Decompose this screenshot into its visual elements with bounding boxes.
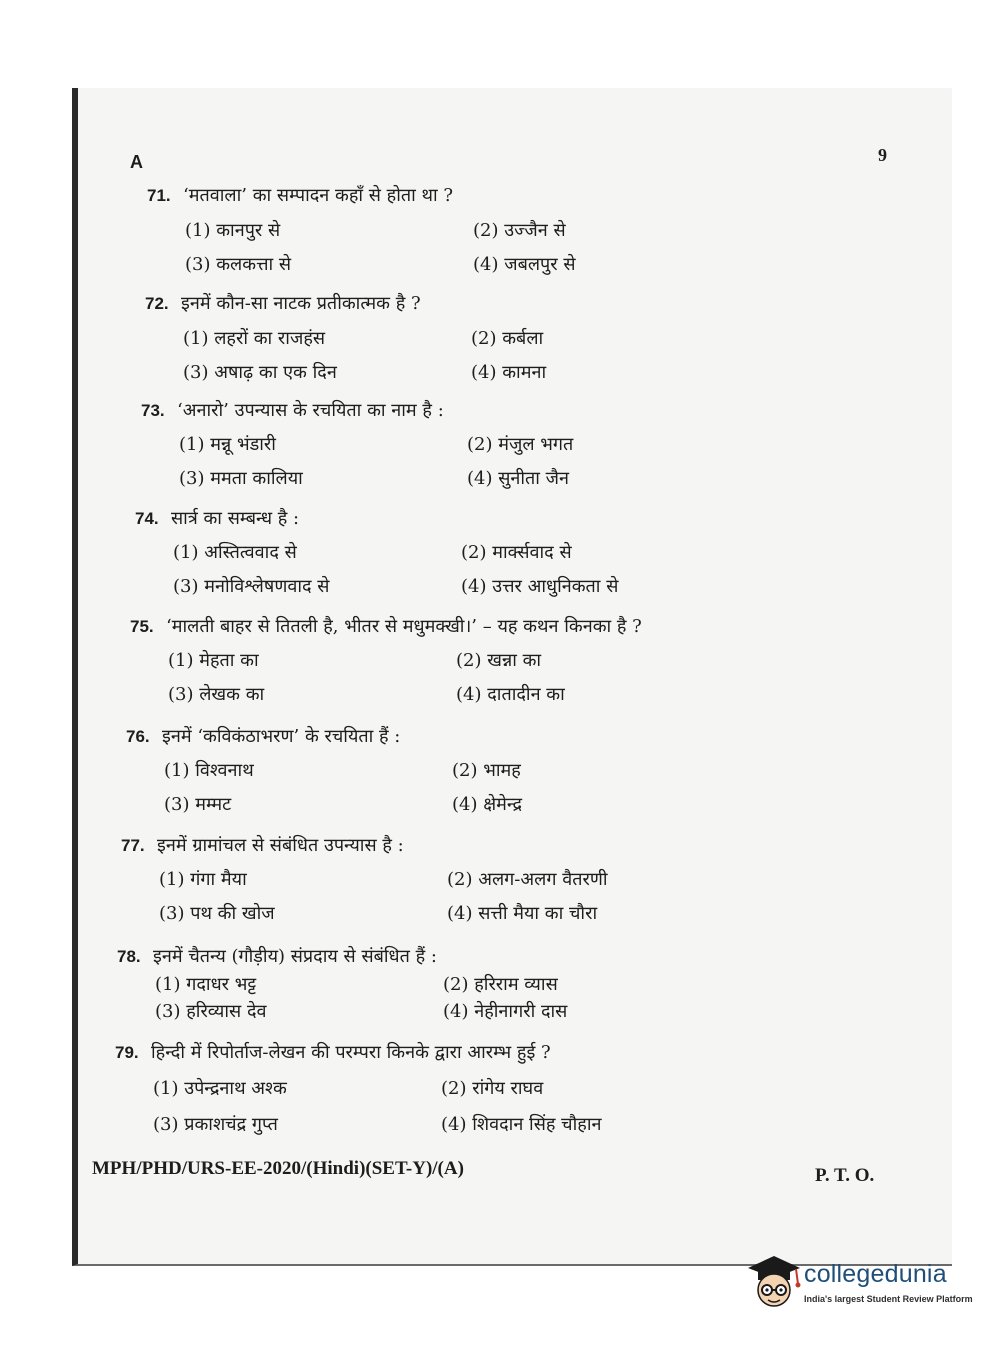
question-stem <box>141 399 841 423</box>
option-1: (1) लहरों का राजहंस <box>183 328 326 349</box>
question-stem <box>121 834 821 858</box>
question-79 <box>115 1041 875 1137</box>
option-3: (3) मनोविश्लेषणवाद से <box>173 576 330 597</box>
question-stem <box>115 1041 875 1065</box>
question-number: 74. <box>135 509 159 528</box>
option-2: (2) अलग-अलग वैतरणी <box>447 869 608 890</box>
page-number: 9 <box>878 145 887 165</box>
question-text: इनमें कौन-सा नाटक प्रतीकात्मक है ? <box>181 293 421 314</box>
question-number: 79. <box>115 1043 139 1062</box>
option-4: (4) जबलपुर से <box>473 254 576 275</box>
question-text: इनमें ग्रामांचल से संबंधित उपन्यास है : <box>157 835 404 856</box>
question-number: 76. <box>126 727 150 746</box>
question-stem <box>145 292 845 316</box>
pto-label: P. T. O. <box>815 1165 875 1186</box>
question-number: 73. <box>141 401 165 420</box>
option-2: (2) मंजुल भगत <box>467 434 574 455</box>
question-text: ‘अनारो’ उपन्यास के रचयिता का नाम है : <box>177 400 444 421</box>
option-1: (1) कानपुर से <box>185 220 281 241</box>
option-3: (3) प्रकाशचंद्र गुप्त <box>153 1114 278 1135</box>
option-2: (2) कर्बला <box>471 328 544 349</box>
question-text: ‘मतवाला’ का सम्पादन कहाँ से होता था ? <box>183 185 454 206</box>
question-72 <box>145 292 845 385</box>
question-number: 71. <box>147 186 171 205</box>
option-4: (4) शिवदान सिंह चौहान <box>441 1114 602 1135</box>
option-1: (1) गंगा मैया <box>159 869 247 890</box>
option-1: (1) मन्नू भंडारी <box>179 434 276 455</box>
question-stem <box>147 184 847 208</box>
question-76 <box>126 725 826 817</box>
option-3: (3) मम्मट <box>164 794 232 815</box>
question-text: ‘मालती बाहर से तितली है, भीतर से मधुमक्खी।’ – यह कथन किनका है ? <box>166 616 642 637</box>
option-3: (3) कलकत्ता से <box>185 254 292 275</box>
question-75 <box>130 615 890 707</box>
question-text: इनमें चैतन्य (गौड़ीय) संप्रदाय से संबंधित हैं : <box>153 946 437 967</box>
question-77 <box>121 834 821 926</box>
question-stem <box>135 507 835 531</box>
option-4: (4) सत्ती मैया का चौरा <box>447 903 598 924</box>
option-1: (1) विश्वनाथ <box>164 760 254 781</box>
option-4: (4) उत्तर आधुनिकता से <box>461 576 619 597</box>
option-2: (2) खन्ना का <box>456 650 542 671</box>
question-number: 75. <box>130 617 154 636</box>
option-4: (4) कामना <box>471 362 547 383</box>
question-text: सार्त्र का सम्बन्ध है : <box>171 508 300 529</box>
option-2: (2) भामह <box>452 760 521 781</box>
option-4: (4) सुनीता जैन <box>467 468 570 489</box>
question-stem <box>117 945 817 969</box>
question-78 <box>117 945 817 1024</box>
question-stem <box>130 615 890 639</box>
option-2: (2) रांगेय राघव <box>441 1078 544 1099</box>
watermark-brand: collegedunia <box>804 1260 947 1288</box>
paper-code: MPH/PHD/URS-EE-2020/(Hindi)(SET-Y)/(A) <box>92 1158 464 1179</box>
option-1: (1) उपेन्द्रनाथ अश्क <box>153 1078 287 1099</box>
option-4: (4) दातादीन का <box>456 684 565 705</box>
option-3: (3) लेखक का <box>168 684 265 705</box>
option-3: (3) अषाढ़ का एक दिन <box>183 362 337 383</box>
question-73 <box>141 399 841 491</box>
set-label: A <box>130 152 143 172</box>
option-2: (2) उज्जैन से <box>473 220 566 241</box>
watermark-tagline: India's largest Student Review Platform <box>804 1294 973 1304</box>
question-number: 77. <box>121 836 145 855</box>
option-3: (3) ममता कालिया <box>179 468 303 489</box>
question-text: हिन्दी में रिपोर्ताज-लेखन की परम्परा किनके द्वारा आरम्भ हुई ? <box>151 1042 551 1063</box>
option-3: (3) पथ की खोज <box>159 903 275 924</box>
graduate-cap-mascot-icon <box>744 1250 802 1312</box>
option-1: (1) अस्तित्ववाद से <box>173 542 297 563</box>
option-1: (1) मेहता का <box>168 650 259 671</box>
question-number: 72. <box>145 294 169 313</box>
question-71 <box>147 184 847 277</box>
question-text: इनमें ‘कविकंठाभरण’ के रचयिता हैं : <box>162 726 401 747</box>
option-4: (4) नेहीनागरी दास <box>443 1001 568 1022</box>
option-4: (4) क्षेमेन्द्र <box>452 794 523 815</box>
option-2: (2) मार्क्सवाद से <box>461 542 572 563</box>
option-2: (2) हरिराम व्यास <box>443 974 558 995</box>
option-3: (3) हरिव्यास देव <box>155 1001 267 1022</box>
question-number: 78. <box>117 947 141 966</box>
question-stem <box>126 725 826 749</box>
question-74 <box>135 507 835 599</box>
collegedunia-watermark <box>744 1250 974 1312</box>
option-1: (1) गदाधर भट्ट <box>155 974 257 995</box>
